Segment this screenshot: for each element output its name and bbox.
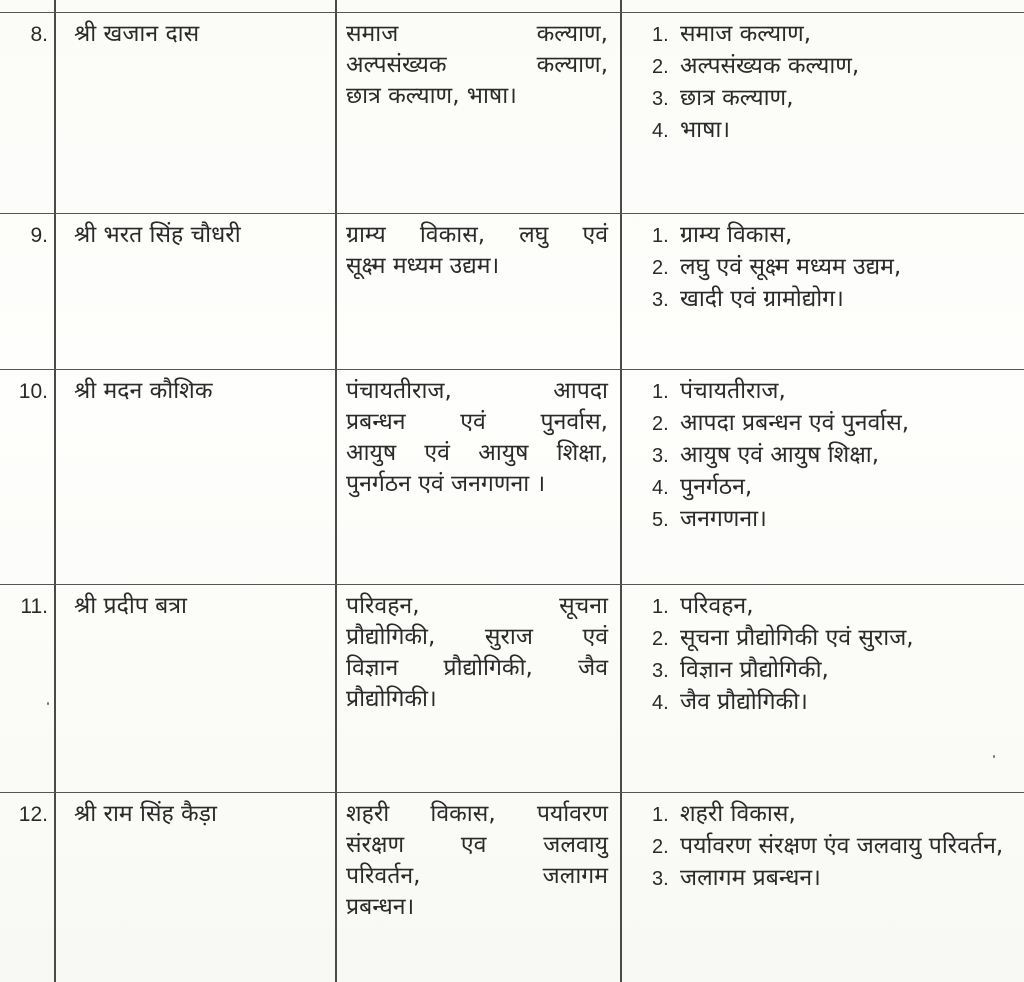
department-name: खादी एवं ग्रामोद्योग।	[680, 286, 844, 312]
list-number: 2.	[652, 628, 669, 650]
department-name: अल्पसंख्यक कल्याण,	[680, 53, 860, 79]
list-item	[652, 831, 1020, 863]
minister-name: श्री भरत सिंह चौधरी	[74, 222, 241, 248]
table-row	[0, 792, 1024, 982]
serial-number: 9.	[30, 224, 48, 247]
department-name: पंचायतीराज,	[680, 378, 786, 404]
list-item	[652, 799, 1020, 831]
department-name: छात्र कल्याण,	[680, 85, 794, 111]
list-item	[652, 284, 1020, 316]
department-name: परिवहन,	[680, 593, 754, 619]
table-row	[0, 213, 1024, 369]
list-number: 3.	[652, 445, 669, 467]
list-item	[652, 591, 1020, 623]
department-name: विज्ञान प्रौद्योगिकी,	[680, 657, 829, 683]
list-item	[652, 655, 1020, 687]
portfolio-line: आयुष एवं आयुष शिक्षा,	[346, 440, 608, 466]
list-item	[652, 115, 1020, 147]
list-number: 1.	[652, 24, 669, 46]
list-number: 1.	[652, 381, 669, 403]
table-row	[0, 369, 1024, 584]
list-item	[652, 220, 1020, 252]
portfolio-line: समाज कल्याण,	[346, 21, 608, 47]
list-number: 2.	[652, 836, 669, 858]
portfolio-summary	[337, 214, 620, 282]
portfolio-line: प्रबन्धन।	[346, 894, 415, 920]
list-number: 1.	[652, 596, 669, 618]
portfolio-line: छात्र कल्याण, भाषा।	[346, 83, 517, 109]
department-list	[622, 585, 1024, 719]
portfolio-line: पंचायतीराज, आपदा	[346, 378, 608, 404]
list-item	[652, 252, 1020, 284]
portfolio-line: विज्ञान प्रौद्योगिकी, जैव	[346, 655, 608, 681]
department-name: जैव प्रौद्योगिकी।	[680, 689, 808, 715]
serial-number: 12.	[18, 803, 48, 826]
portfolio-line: सूक्ष्म मध्यम उद्यम।	[346, 253, 500, 279]
department-name: शहरी विकास,	[680, 801, 796, 827]
portfolio-line: पुनर्गठन एवं जनगणना ।	[346, 471, 546, 497]
list-number: 1.	[652, 225, 669, 247]
list-item	[652, 504, 1020, 536]
portfolio-summary	[337, 585, 620, 715]
list-number: 3.	[652, 660, 669, 682]
scan-speck	[47, 702, 49, 705]
list-number: 4.	[652, 692, 669, 714]
list-item	[652, 440, 1020, 472]
portfolio-summary	[337, 793, 620, 923]
portfolio-line: प्रौद्योगिकी, सुराज एवं	[346, 624, 608, 650]
portfolio-line: ग्राम्य विकास, लघु एवं	[346, 222, 608, 248]
department-name: जलागम प्रबन्धन।	[680, 865, 821, 891]
list-number: 2.	[652, 257, 669, 279]
department-name: समाज कल्याण,	[680, 21, 812, 47]
portfolio-table	[0, 12, 1024, 982]
department-name: ग्राम्य विकास,	[680, 222, 793, 248]
list-number: 3.	[652, 289, 669, 311]
portfolio-line: प्रौद्योगिकी।	[346, 686, 437, 712]
minister-name: श्री राम सिंह कैड़ा	[74, 801, 217, 827]
table-row	[0, 12, 1024, 213]
minister-name: श्री प्रदीप बत्रा	[74, 593, 187, 619]
portfolio-line: संरक्षण एव जलवायु	[346, 832, 608, 858]
minister-name: श्री मदन कौशिक	[74, 378, 213, 404]
portfolio-summary	[337, 370, 620, 500]
list-item	[652, 623, 1020, 655]
list-number: 5.	[652, 509, 669, 531]
portfolio-line: अल्पसंख्यक कल्याण,	[346, 52, 608, 78]
list-item	[652, 376, 1020, 408]
list-number: 3.	[652, 868, 669, 890]
list-number: 4.	[652, 477, 669, 499]
list-number: 3.	[652, 88, 669, 110]
list-item	[652, 863, 1020, 895]
list-item	[652, 687, 1020, 719]
department-list	[622, 370, 1024, 536]
serial-number: 10.	[18, 380, 48, 403]
department-name: पर्यावरण संरक्षण एंव जलवायु परिवर्तन,	[680, 833, 1004, 859]
department-name: भाषा।	[680, 117, 731, 143]
department-name: आयुष एवं आयुष शिक्षा,	[680, 442, 880, 468]
department-list	[622, 793, 1024, 895]
list-item	[652, 83, 1020, 115]
table-row	[0, 584, 1024, 792]
department-name: पुनर्गठन,	[680, 474, 753, 500]
department-name: लघु एवं सूक्ष्म मध्यम उद्यम,	[680, 254, 902, 280]
previous-row-remnant	[0, 0, 1024, 12]
list-number: 1.	[652, 804, 669, 826]
list-item	[652, 19, 1020, 51]
portfolio-line: परिवहन, सूचना	[346, 593, 608, 619]
list-item	[652, 472, 1020, 504]
list-number: 2.	[652, 56, 669, 78]
department-name: जनगणना।	[680, 506, 767, 532]
minister-name: श्री खजान दास	[74, 21, 200, 47]
department-list	[622, 13, 1024, 147]
list-number: 4.	[652, 120, 669, 142]
serial-number: 11.	[20, 595, 48, 618]
list-item	[652, 408, 1020, 440]
serial-number: 8.	[30, 23, 48, 46]
list-item	[652, 51, 1020, 83]
department-name: आपदा प्रबन्धन एवं पुनर्वास,	[680, 410, 910, 436]
scan-speck	[993, 755, 995, 758]
portfolio-line: शहरी विकास, पर्यावरण	[346, 801, 608, 827]
portfolio-line: प्रबन्धन एवं पुनर्वास,	[346, 409, 608, 435]
list-number: 2.	[652, 413, 669, 435]
portfolio-summary	[337, 13, 620, 112]
portfolio-line: परिवर्तन, जलागम	[346, 863, 608, 889]
department-list	[622, 214, 1024, 316]
department-name: सूचना प्रौद्योगिकी एवं सुराज,	[680, 625, 914, 651]
